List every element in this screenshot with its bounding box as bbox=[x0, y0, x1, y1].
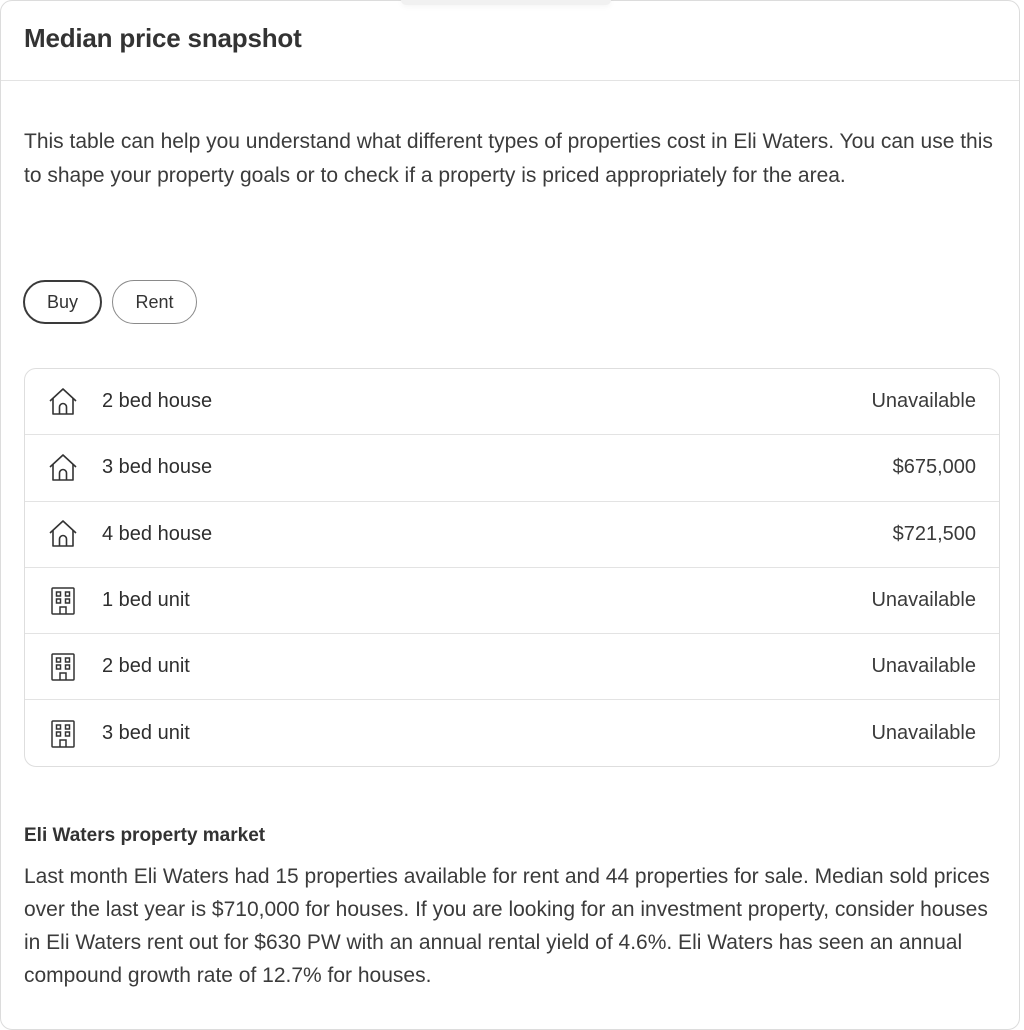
row-label: 4 bed house bbox=[102, 522, 213, 545]
table-row bbox=[25, 700, 999, 766]
row-value: $721,500 bbox=[892, 522, 976, 545]
row-value: Unavailable bbox=[871, 722, 976, 745]
row-value: Unavailable bbox=[871, 390, 976, 413]
market-description: Last month Eli Waters had 15 properties available for rent and 44 properties for sale. Median sold prices over the last year is $710,000 for houses. If you are looking for an investment property, consider houses in Eli Waters rent out for $630 PW with an annual rental yield of 4.6%. Eli Waters has seen an annual compound growth rate of 12.7% for houses. bbox=[24, 865, 990, 987]
buy-rent-toggle bbox=[23, 280, 197, 324]
drag-handle bbox=[401, 0, 611, 5]
building-icon bbox=[47, 651, 79, 683]
row-value: Unavailable bbox=[871, 655, 976, 678]
row-label: 1 bed unit bbox=[102, 589, 190, 612]
table-row bbox=[25, 435, 999, 501]
row-value: $675,000 bbox=[892, 456, 976, 479]
page-title: Median price snapshot bbox=[24, 23, 302, 53]
market-title: Eli Waters property market bbox=[24, 825, 266, 846]
building-icon bbox=[47, 585, 79, 617]
table-row bbox=[25, 369, 999, 435]
table-row bbox=[25, 568, 999, 634]
row-label: 3 bed unit bbox=[102, 722, 190, 745]
price-table bbox=[24, 368, 1000, 767]
rent-button[interactable]: Rent bbox=[112, 280, 197, 324]
house-icon bbox=[47, 518, 79, 550]
house-icon bbox=[47, 452, 79, 484]
house-icon bbox=[47, 386, 79, 418]
buy-button[interactable]: Buy bbox=[23, 280, 102, 324]
row-label: 2 bed unit bbox=[102, 655, 190, 678]
building-icon bbox=[47, 718, 79, 750]
table-row bbox=[25, 502, 999, 568]
row-value: Unavailable bbox=[871, 589, 976, 612]
row-label: 2 bed house bbox=[102, 390, 213, 413]
card-header bbox=[1, 1, 1019, 81]
intro-text: This table can help you understand what different types of properties cost in Eli Waters. You can use this to shape your property goals or to check if a property is priced appropriately for the area. bbox=[24, 130, 993, 187]
row-label: 3 bed house bbox=[102, 456, 213, 479]
table-row bbox=[25, 634, 999, 700]
